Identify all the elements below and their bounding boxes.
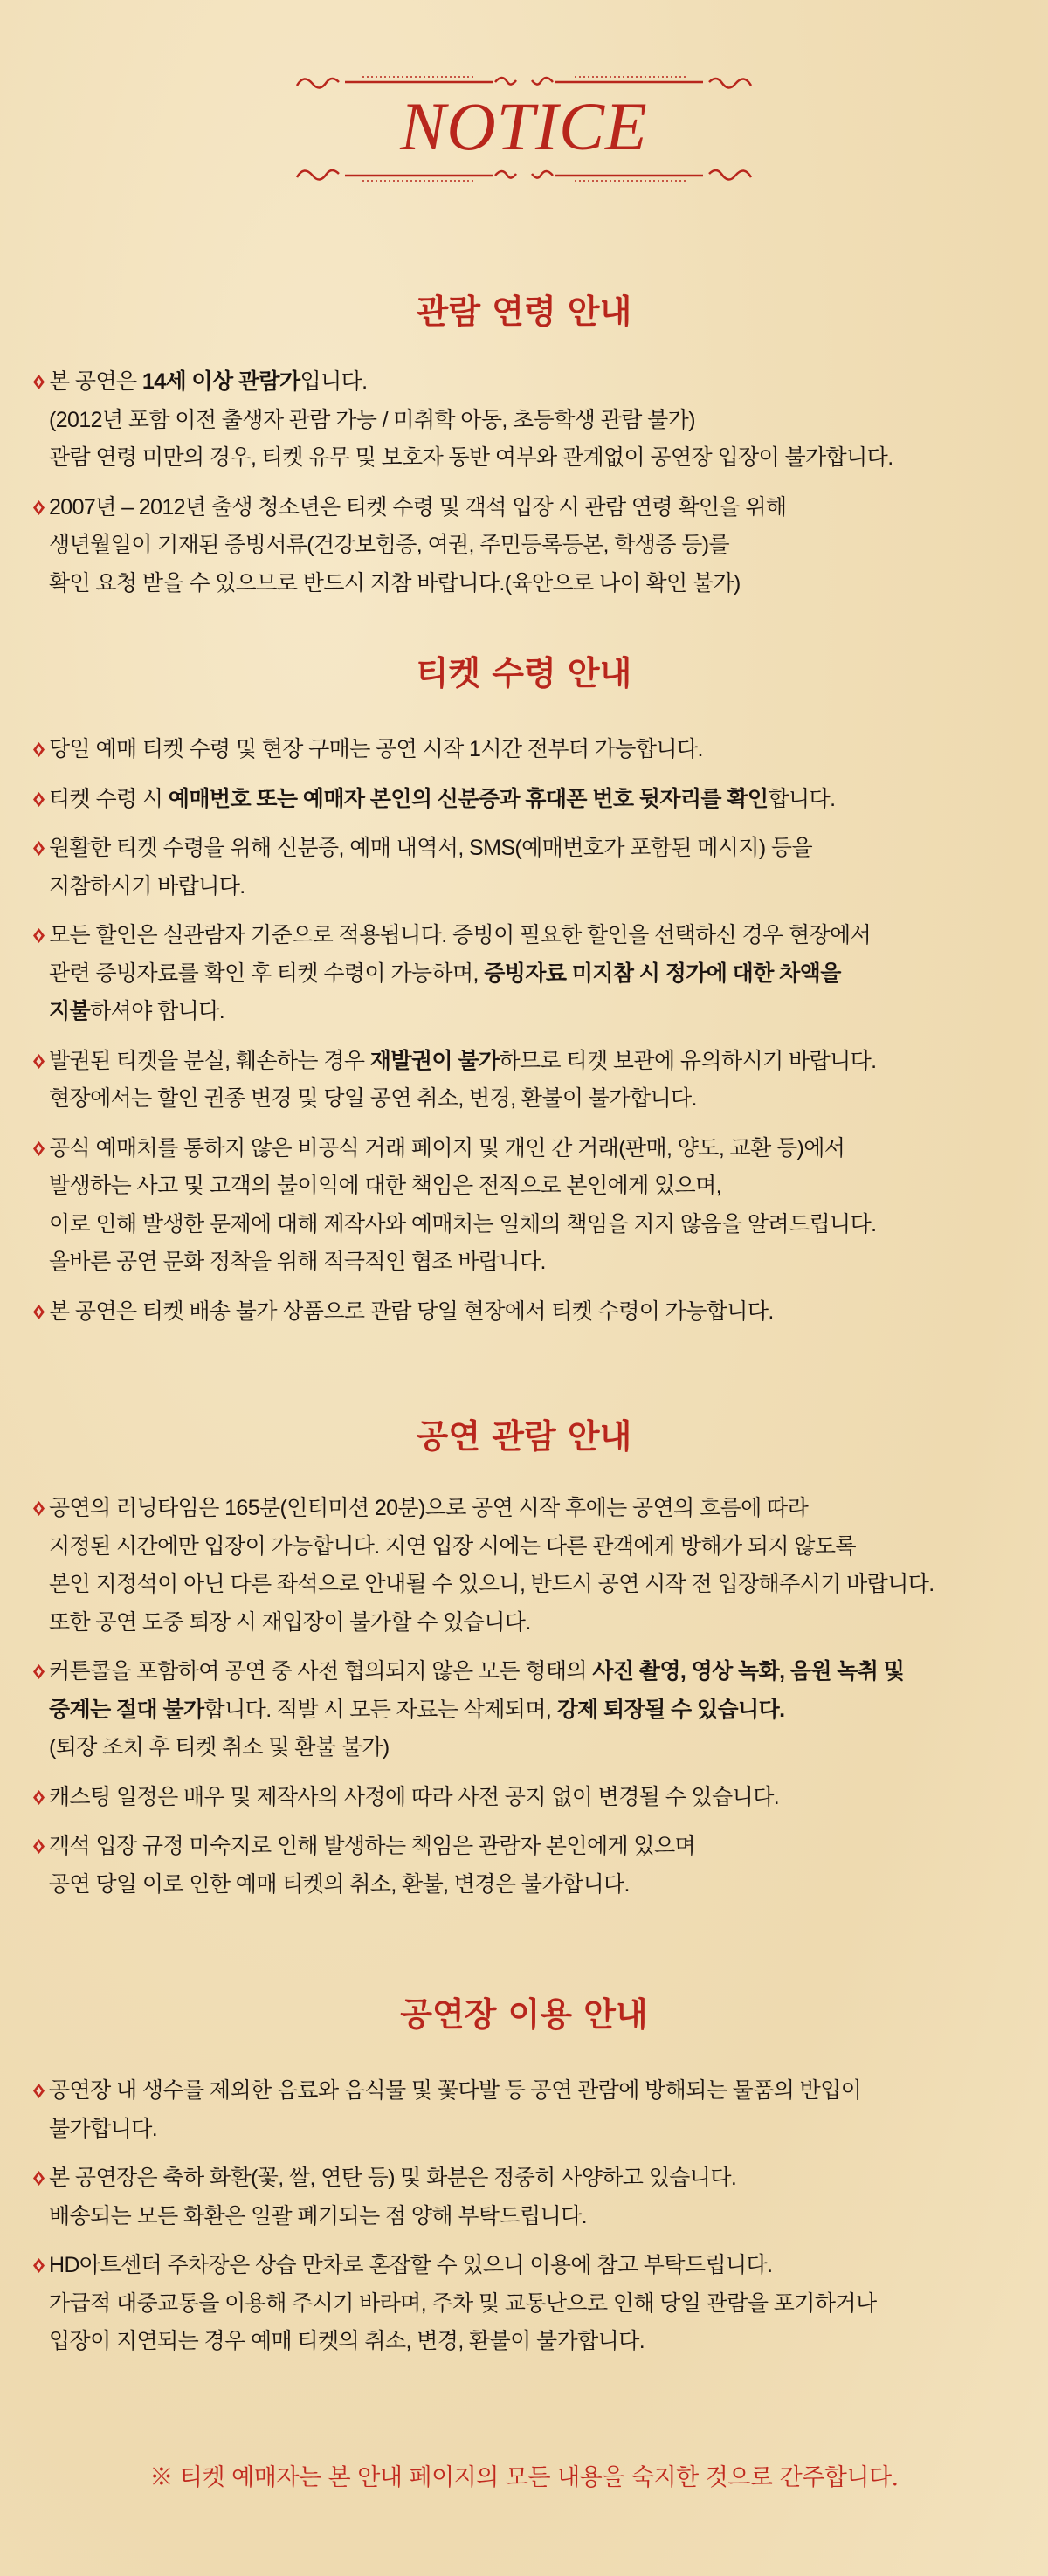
text: 티켓 수령 시 bbox=[49, 786, 169, 811]
item-line bbox=[49, 955, 1038, 994]
diamond-bullet-icon bbox=[33, 2084, 45, 2098]
item-line bbox=[49, 1691, 1038, 1730]
item-line bbox=[49, 2323, 1038, 2361]
emphasis-text: 지불 bbox=[49, 999, 91, 1023]
section-list-ticket bbox=[33, 731, 1038, 1342]
item-line bbox=[49, 439, 1038, 478]
diamond-bullet-icon bbox=[33, 1839, 45, 1854]
emphasis-text: 재발권이 불가 bbox=[369, 1048, 500, 1073]
diamond-bullet-icon bbox=[33, 1664, 45, 1679]
list-item bbox=[33, 917, 1038, 1031]
text: 이로 인해 발생한 문제에 대해 제작사와 예매처는 일체의 책임을 지지 않음을 알려드립니다. bbox=[49, 1211, 877, 1236]
list-item bbox=[33, 1828, 1038, 1904]
item-line bbox=[49, 1604, 1038, 1643]
item-line bbox=[49, 2247, 1038, 2285]
emphasis-text: 예매번호 또는 예매자 본인의 신분증과 휴대폰 번호 뒷자리를 확인 bbox=[168, 786, 769, 811]
text: 불가합니다. bbox=[49, 2116, 158, 2141]
text: 관람 연령 미만의 경우, 티켓 유무 및 보호자 동반 여부와 관계없이 공연장 입장이 불가합니다. bbox=[49, 445, 893, 470]
section-title-ticket: 티켓 수령 안내 bbox=[416, 653, 632, 692]
section-list-venue bbox=[33, 2072, 1038, 2373]
item-line bbox=[49, 731, 1038, 769]
diamond-bullet-icon bbox=[33, 1141, 45, 1156]
diamond-bullet-icon bbox=[33, 2171, 45, 2186]
text: 캐스팅 일정은 배우 및 제작사의 사정에 따라 사전 공지 없이 변경될 수 있습니다. bbox=[49, 1784, 780, 1809]
text: 입장이 지연되는 경우 예매 티켓의 취소, 변경, 환불이 불가합니다. bbox=[49, 2329, 645, 2353]
item-line bbox=[49, 2285, 1038, 2324]
item-line bbox=[49, 1293, 1038, 1332]
text: 합니다. 적발 시 모든 자료는 삭제되며, bbox=[203, 1697, 557, 1722]
text: 공식 예매처를 통하지 않은 비공식 거래 페이지 및 개인 간 거래(판매, 양도, 교환 등)에서 bbox=[49, 1135, 845, 1161]
emphasis-text: 증빙자료 미지참 시 정가에 대한 차액을 bbox=[484, 961, 841, 986]
text: 공연 당일 이로 인한 예매 티켓의 취소, 환불, 변경은 불가합니다. bbox=[49, 1871, 630, 1897]
text: 하므로 티켓 보관에 유의하시기 바랍니다. bbox=[499, 1048, 877, 1073]
item-line bbox=[49, 993, 1038, 1031]
text: 가급적 대중교통을 이용해 주시기 바라며, 주차 및 교통난으로 인해 당일 관람을 포기하거나 bbox=[49, 2290, 877, 2316]
emphasis-text: 14세 이상 관람가 bbox=[141, 369, 300, 394]
item-line bbox=[49, 1490, 1038, 1528]
text: HD아트센터 주차장은 상습 만차로 혼잡할 수 있으니 이용에 참고 부탁드립니다. bbox=[49, 2253, 773, 2277]
diamond-bullet-icon bbox=[33, 1501, 45, 1516]
text: 원활한 티켓 수령을 위해 신분증, 예매 내역서, SMS(예매번호가 포함된 메시지) 등을 bbox=[49, 836, 813, 860]
item-line bbox=[49, 402, 1038, 440]
text: 현장에서는 할인 권종 변경 및 당일 공연 취소, 변경, 환불이 불가합니다. bbox=[49, 1086, 697, 1111]
item-line bbox=[49, 917, 1038, 955]
text: 공연장 내 생수를 제외한 음료와 음식물 및 꽃다발 등 공연 관람에 방해되는 물품의 반입이 bbox=[49, 2078, 862, 2103]
list-item bbox=[33, 489, 1038, 603]
text: 발생하는 사고 및 고객의 불이익에 대한 책임은 전적으로 본인에게 있으며, bbox=[49, 1174, 721, 1198]
item-line bbox=[49, 868, 1038, 906]
text: 공연의 러닝타임은 165분(인터미션 20분)으로 공연 시작 후에는 공연의 흐름에 따라 bbox=[49, 1496, 809, 1520]
text: 객석 입장 규정 미숙지로 인해 발생하는 책임은 관람자 본인에게 있으며 bbox=[49, 1834, 696, 1858]
section-title-viewing: 공연 관람 안내 bbox=[416, 1416, 632, 1456]
text: 올바른 공연 문화 정착을 위해 적극적인 협조 바랍니다. bbox=[49, 1250, 546, 1274]
bottom-ornament bbox=[293, 162, 755, 188]
diamond-bullet-icon bbox=[33, 1305, 45, 1319]
text: 본 공연은 bbox=[49, 369, 142, 394]
item-line bbox=[49, 565, 1038, 603]
item-line bbox=[49, 489, 1038, 527]
text: 또한 공연 도중 퇴장 시 재입장이 불가할 수 있습니다. bbox=[49, 1609, 531, 1635]
item-line bbox=[49, 830, 1038, 868]
diamond-bullet-icon bbox=[33, 928, 45, 943]
list-item bbox=[33, 1293, 1038, 1332]
list-item bbox=[33, 2159, 1038, 2235]
item-line bbox=[49, 2159, 1038, 2198]
text: 배송되는 모든 화환은 일괄 폐기되는 점 양해 부탁드립니다. bbox=[49, 2203, 587, 2228]
item-line bbox=[49, 1729, 1038, 1767]
diamond-bullet-icon bbox=[33, 2258, 45, 2273]
text: 본 공연은 티켓 배송 불가 상품으로 관람 당일 현장에서 티켓 수령이 가능합니다. bbox=[49, 1298, 774, 1324]
item-line bbox=[49, 1167, 1038, 1206]
list-item bbox=[33, 1779, 1038, 1817]
list-item bbox=[33, 731, 1038, 769]
emphasis-text: 강제 퇴장될 수 있습니다. bbox=[556, 1697, 785, 1722]
notice-title: NOTICE bbox=[400, 88, 648, 164]
footer-notice: ※ 티켓 예매자는 본 안내 페이지의 모든 내용을 숙지한 것으로 간주합니다. bbox=[149, 2464, 899, 2491]
text: 지정된 시간에만 입장이 가능합니다. 지연 입장 시에는 다른 관객에게 방해가 되지 않도록 bbox=[49, 1533, 856, 1559]
text: 본인 지정석이 아닌 다른 좌석으로 안내될 수 있으니, 반드시 공연 시작 전 입장해주시기 바랍니다. bbox=[49, 1572, 934, 1596]
diamond-bullet-icon bbox=[33, 500, 45, 515]
item-line bbox=[49, 1243, 1038, 1282]
diamond-bullet-icon bbox=[33, 841, 45, 856]
text: (퇴장 조치 후 티켓 취소 및 환불 불가) bbox=[49, 1735, 390, 1760]
diamond-bullet-icon bbox=[33, 792, 45, 807]
list-item bbox=[33, 1130, 1038, 1282]
item-line bbox=[49, 527, 1038, 565]
list-item bbox=[33, 1043, 1038, 1119]
list-item bbox=[33, 781, 1038, 819]
emphasis-text: 사진 촬영, 영상 녹화, 음원 녹취 및 bbox=[592, 1659, 905, 1684]
section-title-venue: 공연장 이용 안내 bbox=[400, 1994, 648, 2034]
text: (2012년 포함 이전 출생자 관람 가능 / 미취학 아동, 초등학생 관람 불가) bbox=[49, 407, 695, 432]
text: 모든 할인은 실관람자 기준으로 적용됩니다. 증빙이 필요한 할인을 선택하신 경우 현장에서 bbox=[49, 923, 872, 947]
item-line bbox=[49, 1130, 1038, 1168]
list-item bbox=[33, 363, 1038, 478]
text: 입니다. bbox=[300, 369, 368, 394]
item-line bbox=[49, 1528, 1038, 1567]
diamond-bullet-icon bbox=[33, 1054, 45, 1069]
text: 발권된 티켓을 분실, 훼손하는 경우 bbox=[49, 1048, 370, 1073]
item-line bbox=[49, 1206, 1038, 1244]
item-line bbox=[49, 1653, 1038, 1691]
item-line bbox=[49, 781, 1038, 819]
text: 관련 증빙자료를 확인 후 티켓 수령이 가능하며, bbox=[49, 961, 485, 986]
text: 당일 예매 티켓 수령 및 현장 구매는 공연 시작 1시간 전부터 가능합니다. bbox=[49, 737, 703, 761]
emphasis-text: 중계는 절대 불가 bbox=[49, 1697, 204, 1722]
item-line bbox=[49, 1080, 1038, 1119]
item-line bbox=[49, 2111, 1038, 2149]
item-line bbox=[49, 363, 1038, 402]
item-line bbox=[49, 1779, 1038, 1817]
section-list-viewing bbox=[33, 1490, 1038, 1915]
text: 본 공연장은 축하 화환(꽃, 쌀, 연탄 등) 및 화분은 정중히 사양하고 있습니다. bbox=[49, 2166, 737, 2190]
diamond-bullet-icon bbox=[33, 375, 45, 389]
diamond-bullet-icon bbox=[33, 742, 45, 757]
item-line bbox=[49, 1866, 1038, 1904]
list-item bbox=[33, 830, 1038, 906]
item-line bbox=[49, 2198, 1038, 2236]
item-line bbox=[49, 1043, 1038, 1081]
text: 하셔야 합니다. bbox=[90, 999, 225, 1023]
diamond-bullet-icon bbox=[33, 1790, 45, 1805]
list-item bbox=[33, 2247, 1038, 2361]
text: 합니다. bbox=[768, 786, 836, 811]
text: 2007년 – 2012년 출생 청소년은 티켓 수령 및 객석 입장 시 관람 연령 확인을 위해 bbox=[49, 494, 787, 520]
item-line bbox=[49, 2072, 1038, 2111]
item-line bbox=[49, 1566, 1038, 1604]
section-title-age: 관람 연령 안내 bbox=[416, 292, 632, 331]
list-item bbox=[33, 2072, 1038, 2148]
list-item bbox=[33, 1653, 1038, 1767]
list-item bbox=[33, 1490, 1038, 1642]
text: 확인 요청 받을 수 있으므로 반드시 지참 바랍니다.(육안으로 나이 확인 불가) bbox=[49, 570, 741, 596]
text: 생년월일이 기재된 증빙서류(건강보험증, 여권, 주민등록등본, 학생증 등)를 bbox=[49, 533, 730, 557]
text: 지참하시기 바랍니다. bbox=[49, 873, 245, 899]
text: 커튼콜을 포함하여 공연 중 사전 협의되지 않은 모든 형태의 bbox=[49, 1659, 593, 1684]
section-list-age bbox=[33, 363, 1038, 614]
item-line bbox=[49, 1828, 1038, 1866]
